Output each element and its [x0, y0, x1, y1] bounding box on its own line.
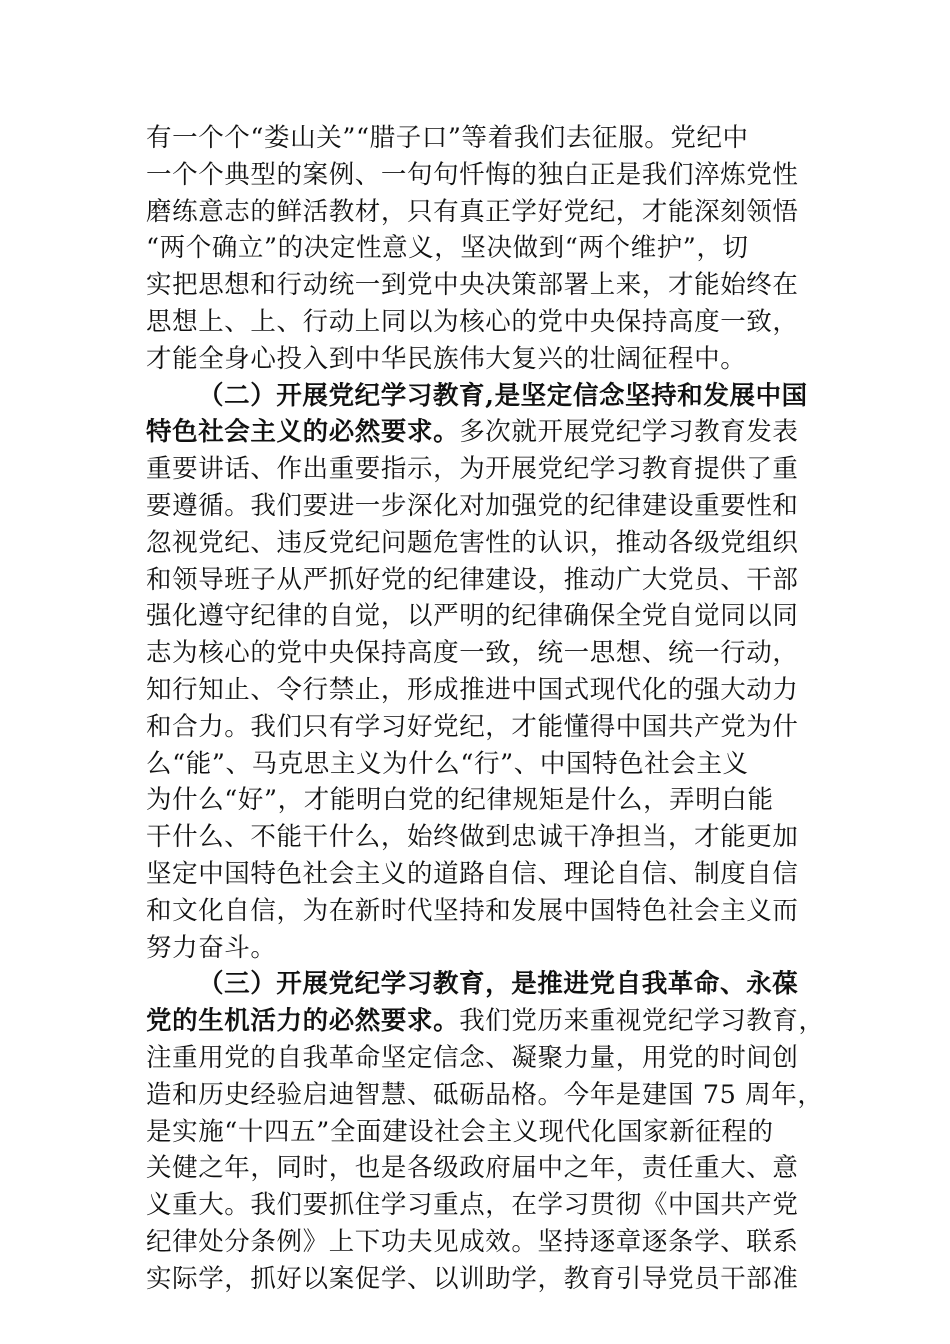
text-line: 一个个典型的案例、一句句忏悔的独白正是我们淬炼党性 [146, 159, 799, 190]
section-2-text-start: 多次就开展党纪学习教育发表 [459, 417, 799, 448]
text-line: 思想上、上、行动上同以为核心的党中央保持高度一致， [146, 306, 799, 337]
text-line: 纪律处分条例》上下功夫见成效。坚持逐章逐条学、联系 [146, 1226, 799, 1257]
text-line: 和领导班子从严抓好党的纪律建设，推动广大党员、干部 [146, 564, 799, 595]
text-line: 为什么“好”，才能明白党的纪律规矩是什么，弄明白能 [146, 785, 774, 816]
section-2-heading-continuation [146, 414, 806, 451]
text-line: 关健之年，同时，也是各级政府届中之年，责任重大、意 [146, 1153, 799, 1184]
text-line: 造和历史经验启迪智慧、砥砺品格。今年是建国 75 周年， [146, 1079, 824, 1110]
text-line: 坚定中国特色社会主义的道路自信、理论自信、制度自信 [146, 858, 799, 889]
text-line: 是实施“十四五”全面建设社会主义现代化国家新征程的 [146, 1116, 774, 1147]
section-2-heading-end: 特色社会主义的必然要求。 [146, 417, 460, 448]
section-3-text-start: 我们党历来重视党纪学习教育， [459, 1006, 825, 1037]
section-3-heading-end: 党的生机活力的必然要求。 [146, 1006, 460, 1037]
text-line: 强化遵守纪律的自觉，以严明的纪律确保全党自觉同以同 [146, 601, 799, 632]
text-line: 实际学，抓好以案促学、以训助学，教育引导党员干部准 [146, 1263, 799, 1294]
text-line: 要遵循。我们要进一步深化对加强党的纪律建设重要性和 [146, 490, 799, 521]
text-line: 才能全身心投入到中华民族伟大复兴的壮阔征程中。 [146, 343, 747, 374]
text-line: 实把思想和行动统一到党中央决策部署上来，才能始终在 [146, 270, 799, 301]
section-3-heading-continuation [146, 1003, 825, 1040]
document-page [146, 120, 825, 1298]
text-line: “两个确立”的决定性意义，坚决做到“两个维护”，切 [146, 233, 749, 264]
text-line: 干什么、不能干什么，始终做到忠诚干净担当，才能更加 [146, 822, 799, 853]
text-line: 忽视党纪、违反党纪问题危害性的认识，推动各级党组织 [146, 527, 799, 558]
section-3-heading: （三）开展党纪学习教育，是推进党自我革命、永葆 [198, 969, 799, 1000]
text-line: 志为核心的党中央保持高度一致，统一思想、统一行动， [146, 638, 799, 669]
text-line: 磨练意志的鲜活教材，只有真正学好党纪，才能深刻领悟 [146, 196, 799, 227]
text-line: 么“能”、马克思主义为什么“行”、中国特色社会主义 [146, 748, 749, 779]
text-line: 和合力。我们只有学习好党纪，才能懂得中国共产党为什 [146, 711, 799, 742]
text-line: 注重用党的自我革命坚定信念、凝聚力量，用党的时间创 [146, 1042, 799, 1073]
text-line: 知行知止、令行禁止，形成推进中国式现代化的强大动力 [146, 674, 799, 705]
text-line: 和文化自信，为在新时代坚持和发展中国特色社会主义而 [146, 895, 799, 926]
section-2-heading: （二）开展党纪学习教育,是坚定信念坚持和发展中国 [198, 380, 808, 411]
text-line: 努力奋斗。 [146, 932, 277, 963]
text-line: 义重大。我们要抓住学习重点，在学习贯彻《中国共产党 [146, 1190, 799, 1221]
text-line: 有一个个“娄山关”“腊子口”等着我们去征服。党纪中 [146, 123, 749, 153]
text-line: 重要讲话、作出重要指示，为开展党纪学习教育提供了重 [146, 454, 799, 485]
